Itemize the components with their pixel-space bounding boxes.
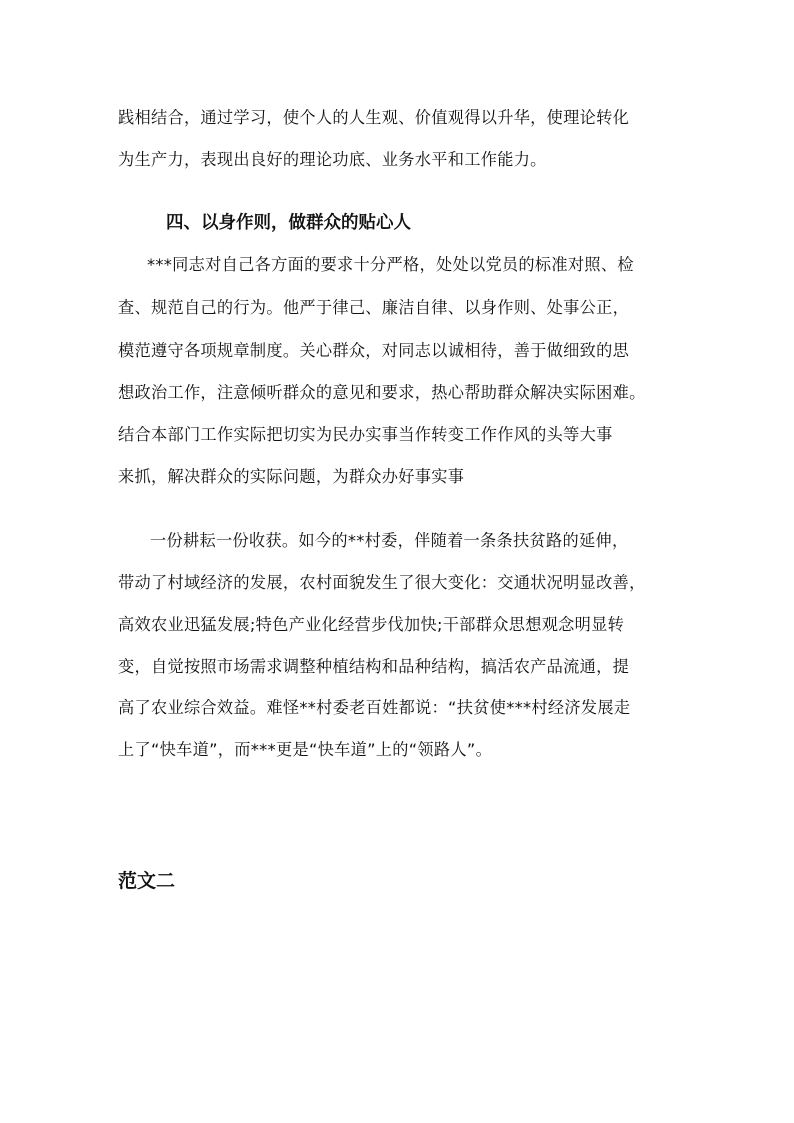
paragraph-line: 高效农业迅猛发展;特色产业化经营步伐加快;干部群众思想观念明显转 [118,615,625,634]
section-title: 范文二 [118,870,176,892]
paragraph-line: 高了农业综合效益。难怪**村委老百姓都说：“扶贫使***村经济发展走 [118,698,631,717]
paragraph-line: ***同志对自己各方面的要求十分严格，处处以党员的标准对照、检 [147,255,634,274]
paragraph-line: 为生产力，表现出良好的理论功底、业务水平和工作能力。 [118,150,547,169]
paragraph-line: 一份耕耘一份收获。如今的**村委，伴随着一条条扶贫路的延伸， [150,531,629,550]
paragraph-line: 上了“快车道”，而***更是“快车道”上的“领路人”。 [118,740,493,759]
paragraph-line: 践相结合，通过学习，使个人的人生观、价值观得以升华，使理论转化 [118,108,630,127]
paragraph-line: 来抓，解决群众的实际问题，为群众办好事实事 [118,467,465,486]
section-heading: 四、以身作则，做群众的贴心人 [166,213,411,233]
paragraph-line: 想政治工作，注意倾听群众的意见和要求，热心帮助群众解决实际困难。 [118,383,646,402]
paragraph-line: 查、规范自己的行为。他严于律己、廉洁自律、以身作则、处事公正， [118,298,630,317]
paragraph-line: 结合本部门工作实际把切实为民办实事当作转变工作作风的头等大事 [118,425,613,444]
paragraph-line: 带动了村域经济的发展，农村面貌发生了很大变化：交通状况明显改善， [118,573,646,592]
paragraph-line: 模范遵守各项规章制度。关心群众，对同志以诚相待，善于做细致的思 [118,341,630,360]
paragraph-line: 变，自觉按照市场需求调整种植结构和品种结构，搞活农产品流通，提 [118,657,630,676]
